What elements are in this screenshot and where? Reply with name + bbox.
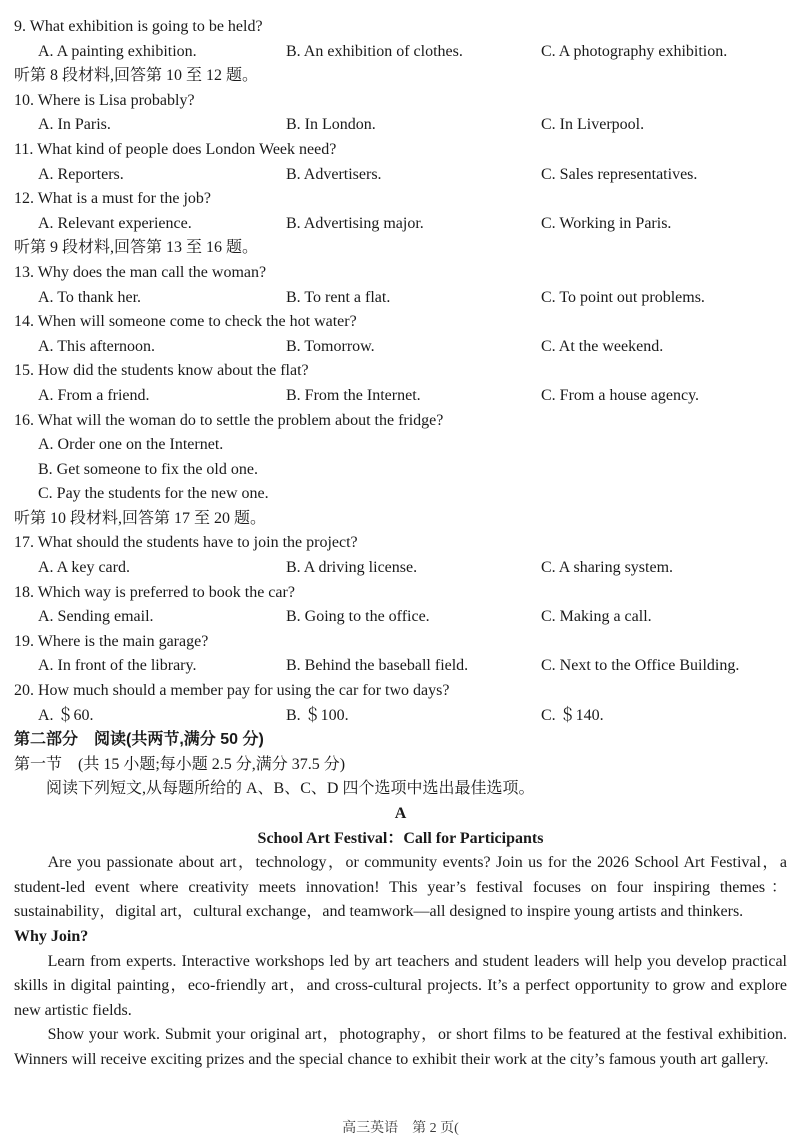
option-b: B. To rent a flat. — [286, 288, 391, 306]
reading-instruction: 阅读下列短文,从每题所给的 A、B、C、D 四个选项中选出最佳选项。 — [46, 780, 535, 798]
page-footer: 高三英语 第 2 页( — [342, 1121, 459, 1136]
options-row — [14, 384, 787, 409]
option-c: C. Working in Paris. — [541, 214, 672, 232]
option-a: A. Reporters. — [38, 165, 124, 183]
question-text: What is a must for the job? — [37, 190, 212, 208]
option-line: B. Get someone to fix the old one. — [38, 460, 258, 478]
options-row — [14, 605, 787, 630]
option-c: C. Next to the Office Building. — [541, 657, 740, 675]
option-c: C. A photography exhibition. — [541, 42, 728, 60]
option-b: B. Behind the baseball field. — [286, 657, 469, 675]
audio-instruction: 听第 8 段材料,回答第 10 至 12 题。 — [14, 67, 259, 85]
option-c: C. At the weekend. — [541, 337, 664, 355]
option-line: C. Pay the students for the new one. — [38, 485, 269, 503]
option-a: A. From a friend. — [38, 386, 150, 404]
option-b: B. A driving license. — [286, 559, 418, 577]
question-line — [14, 359, 787, 384]
option-line: A. Order one on the Internet. — [38, 436, 224, 454]
question-line — [14, 187, 787, 212]
option-c: C. A sharing system. — [541, 559, 674, 577]
question-number: 20. — [14, 682, 34, 700]
option-b: B. Advertisers. — [286, 165, 382, 183]
question-text: How much should a member pay for using the car for two days? — [38, 682, 450, 700]
question-number: 17. — [14, 534, 34, 552]
option-c: C. ＄140. — [541, 706, 604, 724]
option-c: C. To point out problems. — [541, 288, 705, 306]
option-a: A. This afternoon. — [38, 337, 156, 355]
passage-label: A — [394, 805, 407, 822]
question-text: When will someone come to check the hot water? — [37, 313, 357, 331]
question-text: Which way is preferred to book the car? — [37, 583, 295, 601]
option-b: B. An exhibition of clothes. — [286, 42, 463, 60]
question-number: 16. — [14, 411, 34, 429]
option-b: B. From the Internet. — [286, 386, 421, 404]
audio-instruction: 听第 10 段材料,回答第 17 至 20 题。 — [14, 509, 267, 527]
option-a: A. A painting exhibition. — [38, 42, 197, 60]
option-a: A. To thank her. — [38, 288, 142, 306]
option-a: A. In front of the library. — [38, 657, 197, 675]
section1-header: 第一节 (共 15 小题;每小题 2.5 分,满分 37.5 分) — [14, 755, 346, 773]
passage-body — [14, 851, 787, 1072]
question-number: 9. — [14, 18, 26, 35]
option-a: A. In Paris. — [38, 116, 111, 134]
passage-paragraph: Are you passionate about art，technology，or community events? Join us for the 2026 School Art Festival，a student-led event where creativity meets innovation! This year’s festival focuses on four inspiring themes：sustainability，digital art，cultural exchange，and teamwork—all designed to inspire young artists and thinkers. — [14, 854, 787, 921]
option-c: C. In Liverpool. — [541, 116, 645, 134]
option-b: B. In London. — [286, 116, 376, 134]
question-text: What should the students have to join the project? — [37, 534, 358, 552]
question-number: 13. — [14, 263, 34, 281]
question-number: 18. — [14, 583, 34, 601]
question-text: Why does the man call the woman? — [37, 263, 267, 281]
question-line — [14, 138, 787, 163]
option-b: B. Tomorrow. — [286, 337, 375, 355]
passage-paragraph: Show your work. Submit your original art，photography，or short films to be featured at the festival exhibition. Winners will receive exciting prizes and the special chance to exhibit their work at the city’s famous youth art gallery. — [14, 1026, 787, 1068]
option-c: C. Sales representatives. — [541, 165, 698, 183]
option-a: A. ＄60. — [38, 706, 94, 724]
question-text: Where is the main garage? — [37, 632, 209, 650]
question-line — [14, 409, 787, 434]
option-c: C. From a house agency. — [541, 386, 700, 404]
question-number: 12. — [14, 190, 34, 208]
options-row — [14, 704, 787, 729]
options-row — [14, 556, 787, 581]
question-line — [14, 679, 787, 704]
options-row — [14, 654, 787, 679]
question-number: 19. — [14, 632, 34, 650]
question-text: How did the students know about the flat? — [38, 362, 309, 380]
options-row — [14, 286, 787, 311]
question-line — [14, 261, 787, 286]
option-a: A. Sending email. — [38, 608, 154, 626]
question-text: What will the woman do to settle the problem about the fridge? — [37, 411, 444, 429]
question-line — [14, 310, 787, 335]
options-row — [14, 335, 787, 360]
question-line — [14, 630, 787, 655]
question-number: 11. — [14, 140, 34, 158]
passage-paragraph: Learn from experts. Interactive workshops led by art teachers and student leaders will help you develop practical skills in digital painting，eco-friendly art，and cross-cultural projects. It’s a perfect opportunity to grow and explore new artistic fields. — [14, 952, 787, 1019]
options-row — [14, 40, 787, 65]
option-b: B. ＄100. — [286, 706, 349, 724]
audio-instruction: 听第 9 段材料,回答第 13 至 16 题。 — [14, 239, 259, 257]
question-text: What kind of people does London Week need? — [37, 140, 337, 158]
option-a: A. Relevant experience. — [38, 214, 192, 232]
option-c: C. Making a call. — [541, 608, 652, 626]
question-number: 14. — [14, 313, 34, 331]
passage-title: School Art Festival：Call for Participants — [257, 829, 544, 847]
part2-header: 第二部分 阅读(共两节,满分 50 分) — [14, 731, 264, 749]
options-row — [14, 212, 787, 237]
question-line — [14, 15, 787, 40]
question-line — [14, 581, 787, 606]
question-text: What exhibition is going to be held? — [29, 18, 263, 35]
listening-blocks — [14, 15, 787, 728]
question-number: 15. — [14, 362, 34, 380]
question-line — [14, 531, 787, 556]
option-b: B. Advertising major. — [286, 214, 424, 232]
question-line — [14, 89, 787, 114]
options-row — [14, 163, 787, 188]
passage-subheading: Why Join? — [14, 927, 89, 945]
question-text: Where is Lisa probably? — [37, 91, 195, 109]
options-row — [14, 113, 787, 138]
option-b: B. Going to the office. — [286, 608, 430, 626]
question-number: 10. — [14, 91, 34, 109]
option-a: A. A key card. — [38, 559, 130, 577]
